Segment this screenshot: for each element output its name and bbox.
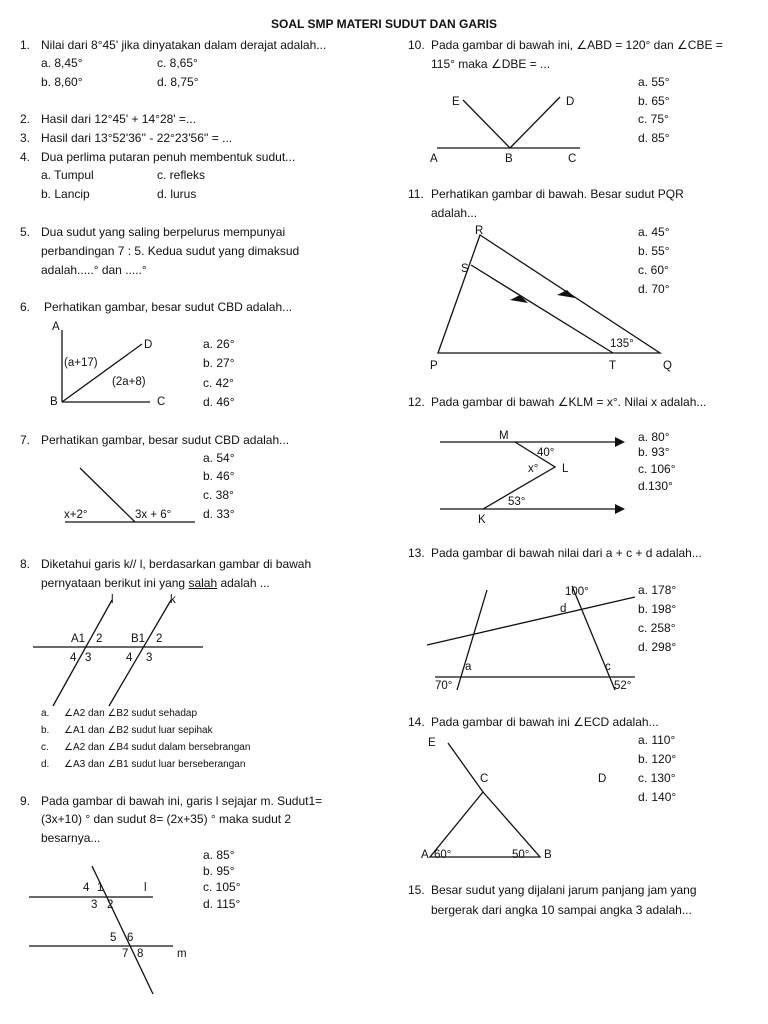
q14-label-d: D xyxy=(598,773,607,785)
q10-label-e: E xyxy=(452,96,460,108)
q1-option-b: b. 8,60° xyxy=(41,75,83,89)
q8-label-l: l xyxy=(111,594,114,606)
q9-option-b: b. 95° xyxy=(203,864,235,878)
q6-angle-dbc: (2a+8) xyxy=(112,376,146,388)
q13-line-left xyxy=(457,590,487,690)
q15-line2: bergerak dari angka 10 sampai angka 3 adalah... xyxy=(431,903,692,917)
q14-number: 14. xyxy=(408,715,425,729)
q1-number: 1. xyxy=(20,38,31,52)
q3-text: Hasil dari 13°52'36'' - 22°23'56'' = ... xyxy=(41,131,233,145)
q13-angle-d: d xyxy=(560,603,567,615)
q14-ray-ce xyxy=(448,743,483,792)
q8-line2-pre: pernyataan berikut ini yang xyxy=(41,576,189,590)
q10-option-a: a. 55° xyxy=(638,75,670,89)
q9-n1: 1 xyxy=(97,882,104,894)
q8-b1: B1 xyxy=(131,633,146,645)
q6-text: Perhatikan gambar, besar sudut CBD adalah... xyxy=(44,300,293,314)
q6-option-d: d. 46° xyxy=(203,395,235,409)
q10-label-d: D xyxy=(566,96,575,108)
q15-line1: Besar sudut yang dijalani jarum panjang jam yang xyxy=(431,883,697,897)
q11-arrow-rq xyxy=(557,290,575,298)
q2-text: Hasil dari 12°45' + 14°28' =... xyxy=(41,112,196,126)
q10-label-c: C xyxy=(568,153,577,165)
q6-option-c: c. 42° xyxy=(203,376,234,390)
q14-angle-50: 50° xyxy=(512,849,530,861)
q8-label-k: k xyxy=(170,594,176,606)
q14-label-b: B xyxy=(544,849,552,861)
q9-option-c: c. 105° xyxy=(203,880,241,894)
q11-label-p: P xyxy=(430,360,438,372)
q13-option-c: c. 258° xyxy=(638,621,676,635)
q13-option-a: a. 178° xyxy=(638,583,677,597)
q13-figure xyxy=(425,580,640,695)
q7-option-b: b. 46° xyxy=(203,469,235,483)
q9-line3: besarnya... xyxy=(41,831,101,845)
q9-n6: 6 xyxy=(127,932,134,944)
q9-figure xyxy=(25,860,200,1000)
q8-a1: A1 xyxy=(71,633,86,645)
q6-option-a: a. 26° xyxy=(203,337,235,351)
q14-label-c: C xyxy=(480,773,489,785)
q14-angle-60: 60° xyxy=(434,849,452,861)
q6-label-d: D xyxy=(144,339,153,351)
q8-option-d-label: d. xyxy=(41,759,50,770)
q4-option-a: a. Tumpul xyxy=(41,168,94,182)
q12-option-b: b. 93° xyxy=(638,445,670,459)
q11-option-d: d. 70° xyxy=(638,282,670,296)
q11-number: 11. xyxy=(408,187,424,201)
q13-option-d: d. 298° xyxy=(638,640,677,654)
q8-option-a: ∠A2 dan ∠B2 sudut sehadap xyxy=(64,708,198,719)
q12-option-d: d.130° xyxy=(638,479,673,493)
q2-number: 2. xyxy=(20,112,31,126)
q13-line-right xyxy=(572,586,615,690)
q8-a3: 3 xyxy=(85,652,92,664)
q10-option-c: c. 75° xyxy=(638,112,669,126)
q8-line2-post: adalah ... xyxy=(217,576,270,590)
q12-label-l: L xyxy=(562,463,569,475)
q12-angle-x: x° xyxy=(528,463,539,475)
q9-line2: (3x+10) ° dan sudut 8= (2x+35) ° maka sudut 2 xyxy=(41,812,292,826)
q12-angle-53: 53° xyxy=(508,496,526,508)
q11-angle-135: 135° xyxy=(610,338,634,350)
q9-option-d: d. 115° xyxy=(203,897,241,911)
q5-number: 5. xyxy=(20,225,31,239)
q7-option-a: a. 54° xyxy=(203,451,235,465)
q6-angle-abd: (a+17) xyxy=(64,357,98,369)
q9-n5: 5 xyxy=(110,932,117,944)
q1-option-a: a. 8,45° xyxy=(41,56,83,70)
q12-arrow-bottom xyxy=(615,504,625,514)
q7-transversal xyxy=(80,468,135,522)
q8-option-b: ∠A1 dan ∠B2 sudut luar sepihak xyxy=(64,725,213,736)
page-title: SOAL SMP MATERI SUDUT DAN GARIS xyxy=(271,17,498,31)
q4-number: 4. xyxy=(20,150,31,164)
q1-option-d: d. 8,75° xyxy=(157,75,199,89)
q14-option-b: b. 120° xyxy=(638,752,677,766)
q10-label-b: B xyxy=(505,153,513,165)
q9-line1: Pada gambar di bawah ini, garis l sejajar m. Sudut1= xyxy=(41,794,323,808)
q14-figure xyxy=(420,730,620,865)
q6-label-a: A xyxy=(52,321,60,333)
q4-option-c: c. refleks xyxy=(157,168,206,182)
q11-label-r: R xyxy=(475,225,484,237)
q6-label-b: B xyxy=(50,396,58,408)
q9-option-a: a. 85° xyxy=(203,848,235,862)
q11-line2: adalah... xyxy=(431,206,478,220)
q8-option-c: ∠A2 dan ∠B4 sudut dalam bersebrangan xyxy=(64,742,251,753)
q14-option-c: c. 130° xyxy=(638,771,676,785)
q6-figure xyxy=(40,318,190,413)
q14-label-e: E xyxy=(428,737,436,749)
q10-line1: Pada gambar di bawah ini, ∠ABD = 120° dan ∠CBE = xyxy=(431,38,723,52)
q5-line1: Dua sudut yang saling berpelurus mempunyai xyxy=(41,225,286,239)
q1-option-c: c. 8,65° xyxy=(157,56,198,70)
q9-label-m: m xyxy=(177,948,187,960)
q11-option-b: b. 55° xyxy=(638,244,670,258)
q8-b2: 2 xyxy=(156,633,163,645)
q12-text: Pada gambar di bawah ∠KLM = x°. Nilai x adalah... xyxy=(431,395,707,409)
q7-number: 7. xyxy=(20,433,31,447)
q6-option-b: b. 27° xyxy=(203,356,235,370)
q8-line-l xyxy=(53,600,112,706)
q8-line-k xyxy=(109,600,171,706)
q9-n7: 7 xyxy=(122,948,129,960)
q7-figure xyxy=(55,460,205,530)
q9-number: 9. xyxy=(20,794,31,808)
q8-number: 8. xyxy=(20,557,31,571)
q8-figure xyxy=(28,590,208,710)
q9-n4: 4 xyxy=(83,882,90,894)
q10-line2: 115° maka ∠DBE = ... xyxy=(431,57,551,71)
q10-number: 10. xyxy=(408,38,425,52)
q10-ray-be xyxy=(463,100,510,148)
q13-number: 13. xyxy=(408,546,425,560)
q13-angle-70: 70° xyxy=(435,680,453,692)
q8-option-b-label: b. xyxy=(41,725,50,736)
q4-text: Dua perlima putaran penuh membentuk sudut... xyxy=(41,150,296,164)
q11-label-q: Q xyxy=(663,360,672,372)
q6-number: 6. xyxy=(20,300,31,314)
q14-option-a: a. 110° xyxy=(638,733,676,747)
q7-text: Perhatikan gambar, besar sudut CBD adalah... xyxy=(41,433,290,447)
q6-ray-bd xyxy=(62,344,142,402)
q4-option-d: d. lurus xyxy=(157,187,197,201)
q7-option-c: c. 38° xyxy=(203,488,234,502)
q11-option-a: a. 45° xyxy=(638,225,670,239)
q10-ray-bd xyxy=(510,97,560,148)
q8-option-a-label: a. xyxy=(41,708,50,719)
q8-option-d: ∠A3 dan ∠B1 sudut luar berseberangan xyxy=(64,759,246,770)
q9-n8: 8 xyxy=(137,948,144,960)
q8-b4: 4 xyxy=(126,652,133,664)
q11-label-s: S xyxy=(461,263,469,275)
q10-label-a: A xyxy=(430,153,438,165)
q8-option-c-label: c. xyxy=(41,742,49,753)
q10-option-b: b. 65° xyxy=(638,94,670,108)
q10-option-d: d. 85° xyxy=(638,131,670,145)
q14-label-a: A xyxy=(421,849,429,861)
q12-option-c: c. 106° xyxy=(638,462,676,476)
q6-label-c: C xyxy=(157,396,166,408)
q7-angle-left: x+2° xyxy=(64,509,88,521)
q13-option-b: b. 198° xyxy=(638,602,677,616)
q14-option-d: d. 140° xyxy=(638,790,677,804)
q10-figure xyxy=(425,85,595,165)
q9-label-l: l xyxy=(144,882,147,894)
q8-b3: 3 xyxy=(146,652,153,664)
q12-option-a: a. 80° xyxy=(638,430,670,444)
q13-angle-a: a xyxy=(465,661,472,673)
q13-text: Pada gambar di bawah nilai dari a + c + d adalah... xyxy=(431,546,702,560)
q11-triangle-pqr xyxy=(438,235,660,353)
q8-a2: 2 xyxy=(96,633,103,645)
q13-angle-c: c xyxy=(605,661,611,673)
q4-option-b: b. Lancip xyxy=(41,187,90,201)
q7-option-d: d. 33° xyxy=(203,507,235,521)
q3-number: 3. xyxy=(20,131,31,145)
q7-angle-right: 3x + 6° xyxy=(135,509,172,521)
q12-figure xyxy=(435,425,635,525)
q12-number: 12. xyxy=(408,395,425,409)
q5-line2: perbandingan 7 : 5. Kedua sudut yang dimaksud xyxy=(41,244,300,258)
q15-number: 15. xyxy=(408,883,425,897)
q1-text: Nilai dari 8°45' jika dinyatakan dalam derajat adalah... xyxy=(41,38,327,52)
q11-line1: Perhatikan gambar di bawah. Besar sudut PQR xyxy=(431,187,684,201)
q13-line-top xyxy=(427,597,635,645)
q12-label-m: M xyxy=(499,430,509,442)
q11-label-t: T xyxy=(609,360,617,372)
q9-n2: 2 xyxy=(107,899,114,911)
q8-a4: 4 xyxy=(70,652,77,664)
q14-text: Pada gambar di bawah ini ∠ECD adalah... xyxy=(431,715,659,729)
q13-angle-100: 100° xyxy=(565,586,589,598)
q13-angle-52: 52° xyxy=(614,680,632,692)
q8-line1: Diketahui garis k// l, berdasarkan gambar di bawah xyxy=(41,557,312,571)
q8-line2-underlined: salah xyxy=(188,576,218,590)
q14-triangle-abc xyxy=(430,792,540,857)
q12-angle-40: 40° xyxy=(537,447,555,459)
q5-line3: adalah.....° dan .....° xyxy=(41,263,147,277)
q11-option-c: c. 60° xyxy=(638,263,669,277)
q9-n3: 3 xyxy=(91,899,98,911)
q12-label-k: K xyxy=(478,514,486,526)
q8-line2 xyxy=(41,576,270,590)
q12-arrow-top xyxy=(615,437,625,447)
